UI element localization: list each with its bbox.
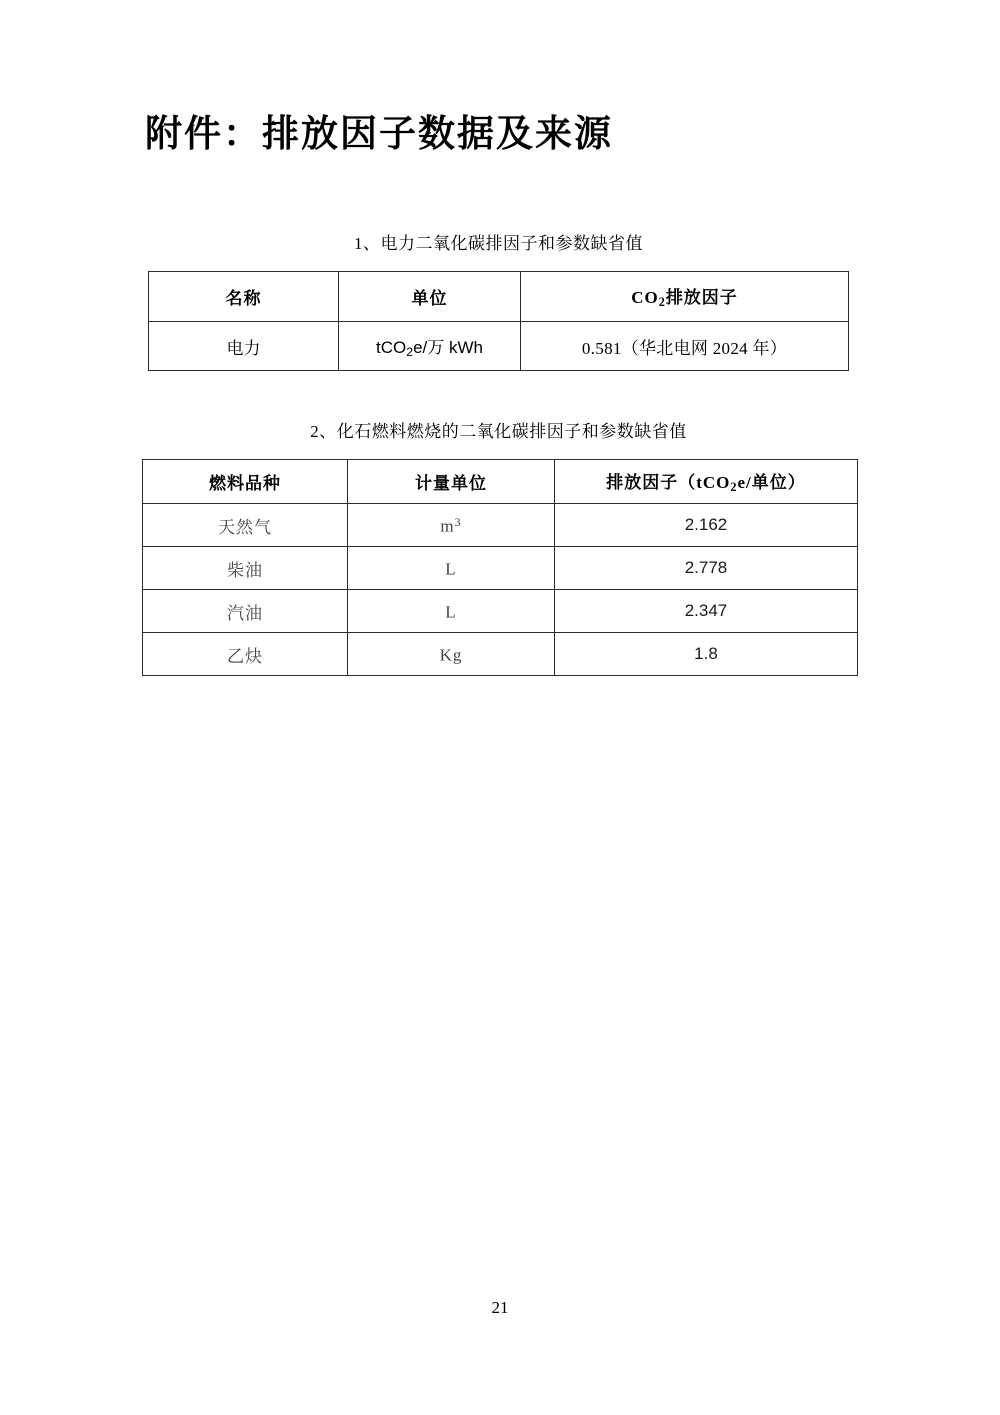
cell-fuel-type: 天然气 [143,504,348,547]
table-header-row [143,460,858,504]
unit-prefix: tCO [376,338,407,358]
cell-measure-unit [348,590,555,633]
cell-measure-unit [348,504,555,547]
unit-suffix: e/万 kWh [413,338,483,358]
cell-unit [339,322,521,371]
cell-measure-unit [348,633,555,676]
unit-text: m [440,516,455,536]
table-row [149,322,849,371]
cell-emission-factor: 2.778 [555,547,858,590]
co2-prefix: CO [631,288,659,308]
unit-text: Kg [439,645,463,665]
cell-measure-unit [348,547,555,590]
cell-fuel-type: 乙炔 [143,633,348,676]
unit-subscript: 2 [406,345,414,360]
column-header-emission-factor [555,460,858,504]
unit-superscript: 3 [454,514,462,529]
page-title: 附件：排放因子数据及来源 [145,114,613,155]
cell-emission-factor: 2.347 [555,590,858,633]
section-1-caption: 1、电力二氧化碳排因子和参数缺省值 [354,234,643,254]
table-row [143,633,858,676]
cell-emission-factor: 2.162 [555,504,858,547]
unit-text: L [445,559,457,579]
factor-subscript: 2 [730,480,738,495]
electricity-emission-factor-table [148,271,849,371]
fossil-fuel-emission-factor-table [142,459,858,676]
table-row [143,504,858,547]
column-header-name: 名称 [149,272,339,322]
unit-text: L [445,602,457,622]
table-row [143,590,858,633]
cell-fuel-type: 柴油 [143,547,348,590]
table-header-row [149,272,849,322]
factor-suffix: e/单位） [737,473,806,493]
co2-suffix: 排放因子 [665,288,738,308]
page-number: 21 [491,1298,509,1317]
column-header-co2-factor [521,272,849,322]
column-header-fuel-type: 燃料品种 [143,460,348,504]
co2-subscript: 2 [658,295,666,310]
cell-fuel-type: 汽油 [143,590,348,633]
cell-emission-factor: 0.581（华北电网 2024 年） [521,322,849,371]
column-header-measure-unit: 计量单位 [348,460,555,504]
section-2-caption: 2、化石燃料燃烧的二氧化碳排因子和参数缺省值 [310,422,687,442]
cell-emission-factor: 1.8 [555,633,858,676]
column-header-unit: 单位 [339,272,521,322]
factor-prefix: 排放因子（tCO [606,473,731,493]
cell-name: 电力 [149,322,339,371]
table-row [143,547,858,590]
